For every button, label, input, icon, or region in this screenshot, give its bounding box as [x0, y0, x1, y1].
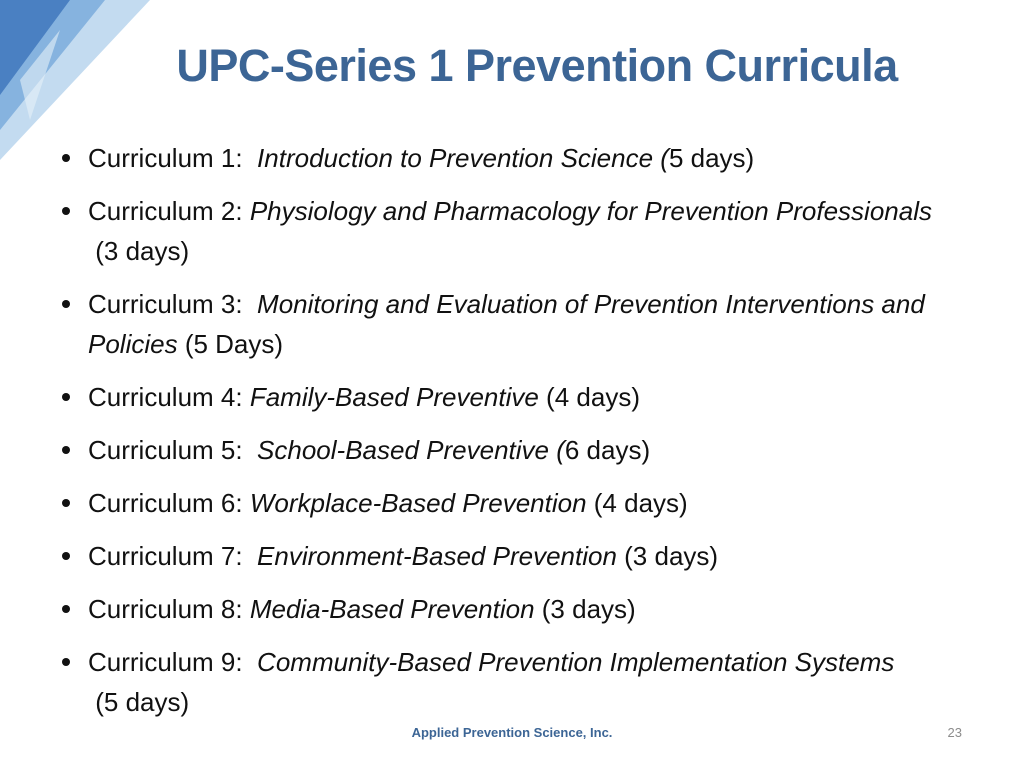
curriculum-label: Curriculum 6:: [88, 488, 250, 518]
bullet-icon: [62, 658, 70, 666]
list-item: [60, 589, 960, 629]
curriculum-duration: (3 days): [616, 541, 719, 571]
slide-title: UPC-Series 1 Prevention Curricula: [176, 40, 898, 91]
curriculum-course: Family-Based Preventive: [249, 382, 539, 412]
list-item: [60, 430, 960, 470]
curriculum-duration: (3 days): [534, 594, 636, 624]
curriculum-course: Monitoring and Evaluation of Prevention Interventions and Policies: [88, 289, 925, 359]
footer-organization: Applied Prevention Science, Inc.: [411, 725, 613, 740]
list-item: [60, 377, 960, 417]
curriculum-course: Environment-Based Prevention: [257, 541, 617, 571]
curriculum-label: Curriculum 2:: [88, 196, 250, 226]
curriculum-course: Introduction to Prevention Science (: [257, 143, 669, 173]
curriculum-label: Curriculum 8:: [88, 594, 250, 624]
curriculum-course: Media-Based Prevention: [249, 594, 535, 624]
curriculum-label: Curriculum 1:: [88, 143, 258, 173]
bullet-icon: [62, 154, 70, 162]
curriculum-label: Curriculum 9:: [88, 647, 258, 677]
bullet-icon: [62, 499, 70, 507]
curricula-list: [60, 138, 960, 735]
curriculum-course: School-Based Preventive (: [257, 435, 565, 465]
list-item: [60, 138, 960, 178]
bullet-icon: [62, 605, 70, 613]
curriculum-duration: (5 Days): [177, 329, 284, 359]
page-number: 23: [947, 725, 962, 740]
list-item: [60, 642, 960, 722]
bullet-icon: [62, 393, 70, 401]
bullet-icon: [62, 207, 70, 215]
curriculum-course: Workplace-Based Prevention: [249, 488, 587, 518]
list-item: [60, 191, 960, 271]
curriculum-label: Curriculum 3:: [88, 289, 258, 319]
curriculum-duration: (3 days): [88, 236, 190, 266]
list-item: [60, 483, 960, 523]
curriculum-duration: 5 days): [668, 143, 755, 173]
bullet-icon: [62, 446, 70, 454]
bullet-icon: [62, 552, 70, 560]
curriculum-duration: (4 days): [586, 488, 688, 518]
list-item: [60, 536, 960, 576]
curriculum-course: Physiology and Pharmacology for Prevention Professionals: [249, 196, 932, 226]
bullet-icon: [62, 300, 70, 308]
curriculum-label: Curriculum 5:: [88, 435, 258, 465]
curriculum-label: Curriculum 7:: [88, 541, 258, 571]
curriculum-label: Curriculum 4:: [88, 382, 250, 412]
curriculum-duration: (5 days): [88, 687, 190, 717]
curriculum-duration: (4 days): [538, 382, 640, 412]
curriculum-duration: 6 days): [564, 435, 651, 465]
curriculum-course: Community-Based Prevention Implementation Systems: [257, 647, 895, 677]
list-item: [60, 284, 960, 364]
